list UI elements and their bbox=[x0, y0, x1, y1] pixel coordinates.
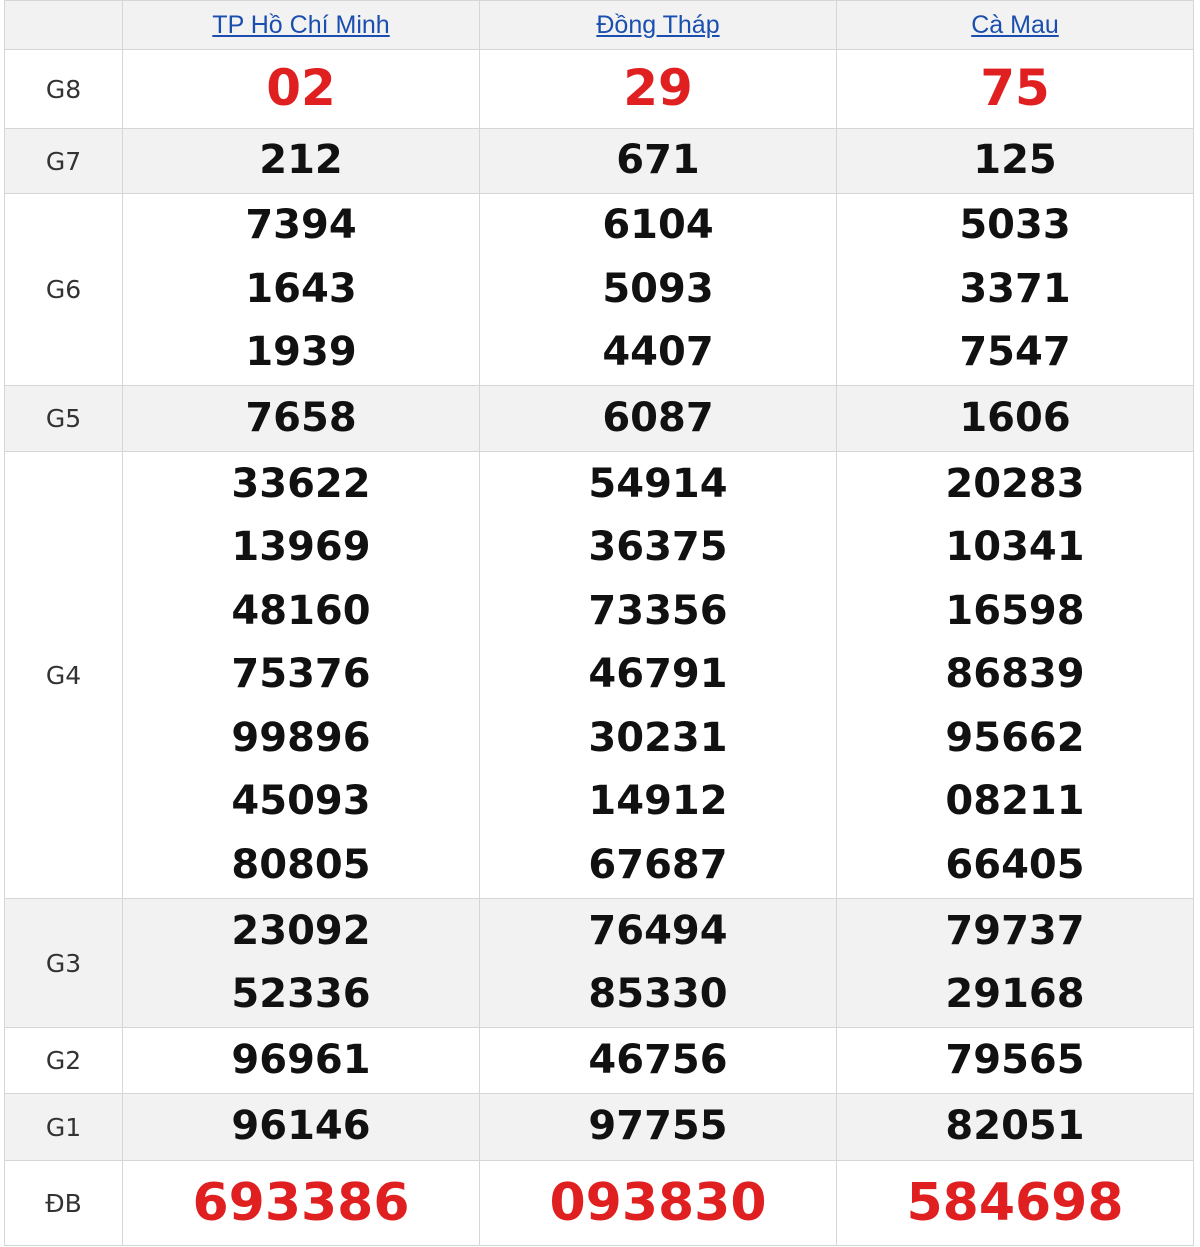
prize-number: 75 bbox=[980, 59, 1050, 118]
prize-cell bbox=[837, 129, 1194, 194]
prize-label: G7 bbox=[5, 129, 123, 194]
prize-number: 76494 bbox=[588, 907, 728, 954]
prize-row-g8 bbox=[5, 50, 1194, 129]
prize-cell bbox=[837, 386, 1194, 452]
prize-cell bbox=[480, 1161, 837, 1246]
prize-number: 75376 bbox=[231, 651, 371, 698]
special-prize-number: 093830 bbox=[549, 1173, 767, 1233]
prize-label: ĐB bbox=[5, 1161, 123, 1246]
prize-cell bbox=[837, 1094, 1194, 1161]
prize-number: 1643 bbox=[245, 265, 357, 312]
prize-number: 52336 bbox=[231, 971, 371, 1017]
prize-number: 46791 bbox=[588, 651, 728, 698]
prize-number: 86839 bbox=[945, 651, 1085, 698]
special-prize-number: 584698 bbox=[906, 1173, 1124, 1233]
prize-number: 6104 bbox=[602, 202, 714, 249]
prize-number: 125 bbox=[973, 137, 1057, 184]
prize-number: 85330 bbox=[588, 971, 728, 1017]
prize-number: 16598 bbox=[945, 587, 1085, 634]
prize-row-special bbox=[5, 1161, 1194, 1246]
prize-row-g1 bbox=[5, 1094, 1194, 1161]
prize-cell bbox=[123, 386, 480, 452]
prize-cell bbox=[123, 1094, 480, 1161]
header-row bbox=[5, 1, 1194, 50]
prize-cell bbox=[123, 129, 480, 194]
prize-number: 7658 bbox=[245, 394, 357, 441]
prize-number: 96146 bbox=[231, 1103, 371, 1150]
prize-label: G5 bbox=[5, 386, 123, 452]
prize-cell bbox=[837, 452, 1194, 899]
prize-row-g7 bbox=[5, 129, 1194, 194]
prize-number: 48160 bbox=[231, 587, 371, 634]
prize-number: 99896 bbox=[231, 714, 371, 761]
prize-number: 212 bbox=[259, 137, 343, 184]
prize-row-g3 bbox=[5, 899, 1194, 1028]
prize-cell bbox=[480, 50, 837, 129]
province-header bbox=[837, 1, 1194, 50]
province-link-ca-mau[interactable]: Cà Mau bbox=[971, 10, 1059, 39]
prize-number: 5093 bbox=[602, 265, 714, 312]
prize-number: 10341 bbox=[945, 524, 1085, 571]
prize-number: 96961 bbox=[231, 1036, 371, 1083]
prize-cell bbox=[480, 452, 837, 899]
prize-label: G2 bbox=[5, 1028, 123, 1094]
prize-number: 45093 bbox=[231, 778, 371, 825]
prize-cell bbox=[480, 129, 837, 194]
prize-cell bbox=[123, 1161, 480, 1246]
prize-number: 97755 bbox=[588, 1103, 728, 1150]
prize-number: 02 bbox=[266, 59, 336, 118]
prize-number: 79565 bbox=[945, 1036, 1085, 1083]
prize-cell bbox=[480, 1094, 837, 1161]
province-link-tp-ho-chi-minh[interactable]: TP Hồ Chí Minh bbox=[212, 10, 390, 39]
prize-label: G6 bbox=[5, 194, 123, 386]
prize-number: 36375 bbox=[588, 524, 728, 571]
prize-cell bbox=[123, 899, 480, 1028]
prize-number: 7547 bbox=[959, 329, 1071, 376]
prize-cell bbox=[837, 899, 1194, 1028]
province-header bbox=[123, 1, 480, 50]
prize-number: 1606 bbox=[959, 394, 1071, 441]
prize-row-g2 bbox=[5, 1028, 1194, 1094]
prize-number: 29168 bbox=[945, 971, 1085, 1017]
special-prize-number: 693386 bbox=[192, 1173, 410, 1233]
prize-cell bbox=[123, 194, 480, 386]
prize-number: 79737 bbox=[945, 907, 1085, 954]
prize-row-g6 bbox=[5, 194, 1194, 386]
prize-number: 5033 bbox=[959, 202, 1071, 249]
prize-number: 73356 bbox=[588, 587, 728, 634]
prize-label: G8 bbox=[5, 50, 123, 129]
prize-cell bbox=[837, 1161, 1194, 1246]
prize-number: 46756 bbox=[588, 1036, 728, 1083]
prize-cell bbox=[837, 50, 1194, 129]
prize-number: 67687 bbox=[588, 841, 728, 888]
prize-cell bbox=[123, 50, 480, 129]
prize-number: 82051 bbox=[945, 1103, 1085, 1150]
province-link-dong-thap[interactable]: Đồng Tháp bbox=[596, 10, 720, 39]
prize-number: 23092 bbox=[231, 907, 371, 954]
prize-cell bbox=[480, 194, 837, 386]
lottery-results-table bbox=[4, 0, 1194, 1246]
prize-label: G1 bbox=[5, 1094, 123, 1161]
prize-number: 80805 bbox=[231, 841, 371, 888]
prize-number: 7394 bbox=[245, 202, 357, 249]
prize-cell bbox=[123, 452, 480, 899]
prize-number: 4407 bbox=[602, 329, 714, 376]
prize-number: 1939 bbox=[245, 329, 357, 376]
prize-number: 3371 bbox=[959, 265, 1071, 312]
header-corner bbox=[5, 1, 123, 50]
prize-row-g5 bbox=[5, 386, 1194, 452]
prize-cell bbox=[837, 1028, 1194, 1094]
prize-number: 95662 bbox=[945, 714, 1085, 761]
prize-cell bbox=[123, 1028, 480, 1094]
prize-number: 14912 bbox=[588, 778, 728, 825]
prize-number: 08211 bbox=[945, 778, 1085, 825]
prize-number: 20283 bbox=[945, 460, 1085, 507]
prize-number: 66405 bbox=[945, 841, 1085, 888]
prize-number: 6087 bbox=[602, 394, 714, 441]
prize-cell bbox=[480, 386, 837, 452]
prize-number: 30231 bbox=[588, 714, 728, 761]
prize-cell bbox=[480, 1028, 837, 1094]
prize-label: G4 bbox=[5, 452, 123, 899]
prize-number: 54914 bbox=[588, 460, 728, 507]
prize-cell bbox=[480, 899, 837, 1028]
prize-row-g4 bbox=[5, 452, 1194, 899]
prize-label: G3 bbox=[5, 899, 123, 1028]
prize-number: 671 bbox=[616, 137, 700, 184]
prize-number: 13969 bbox=[231, 524, 371, 571]
prize-cell bbox=[837, 194, 1194, 386]
prize-number: 29 bbox=[623, 59, 693, 118]
prize-number: 33622 bbox=[231, 460, 371, 507]
province-header bbox=[480, 1, 837, 50]
